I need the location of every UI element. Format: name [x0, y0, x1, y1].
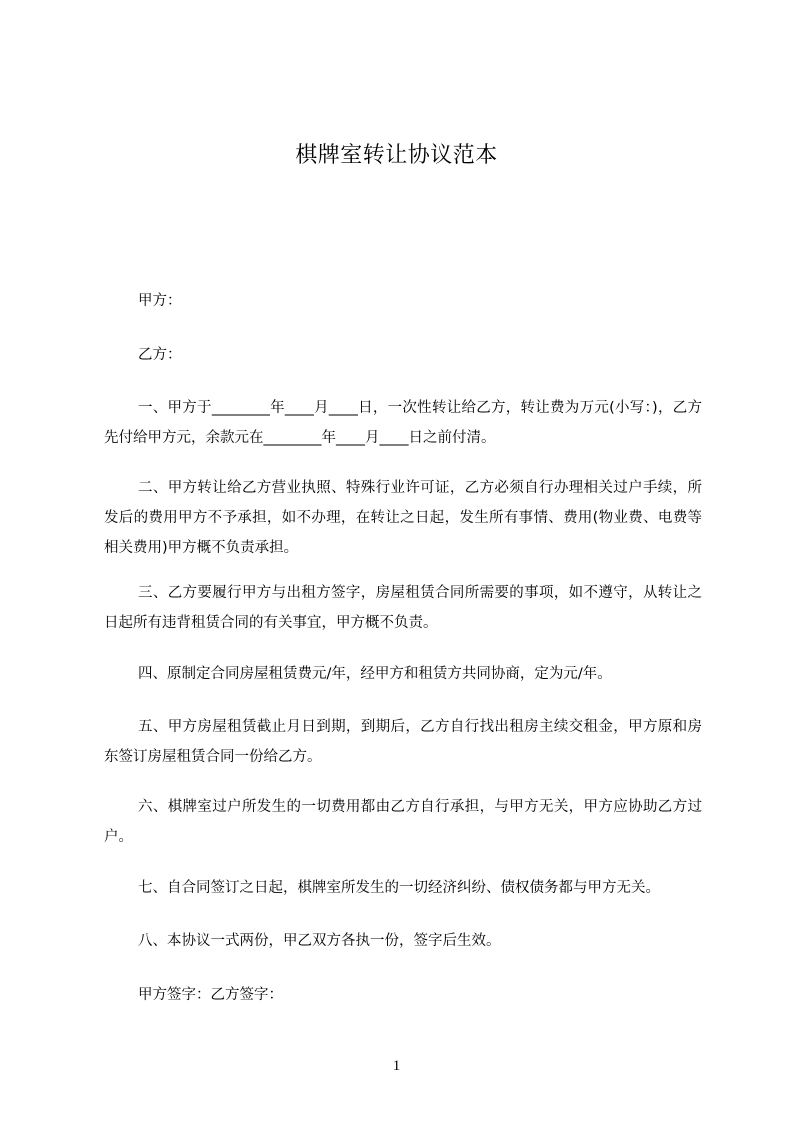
clause-2: 二、甲方转让给乙方营业执照、特殊行业许可证，乙方必须自行办理相关过户手续，所发后的费用甲方不予承担，如不办理，在转让之日起，发生所有事情、费用(物业费、电费等相关费用)甲方概不负责承担。: [104, 480, 702, 556]
document-title: 棋牌室转让协议范本: [295, 143, 498, 168]
clause-5: 五、甲方房屋租赁截止月日到期，到期后，乙方自行找出租房主续交租金，甲方原和房东签订房屋租赁合同一份给乙方。: [104, 719, 702, 765]
signature-line: 甲方签字：乙方签字：: [138, 987, 283, 1003]
page-number: 1: [392, 1058, 401, 1074]
party-a-label: 甲方：: [138, 293, 182, 309]
clause-8: 八、本协议一式两份，甲乙双方各执一份，签字后生效。: [138, 933, 501, 949]
clause-3: 三、乙方要履行甲方与出租方签字，房屋租赁合同所需要的事项，如不遵守，从转让之日起所有违背租赁合同的有关事宜，甲方概不负责。: [104, 585, 702, 631]
clause-7: 七、自合同签订之日起，棋牌室所发生的一切经济纠纷、债权债务都与甲方无关。: [138, 880, 660, 896]
clause-1: 一、甲方于________年____月____日，一次性转让给乙方，转让费为万元(小写：)，乙方先付给甲方元，余款元在________年____月____日之前付清。: [104, 400, 702, 446]
clause-4: 四、原制定合同房屋租赁费元/年，经甲方和租赁方共同协商，定为元/年。: [138, 666, 612, 682]
party-b-label: 乙方：: [138, 347, 182, 363]
clause-6: 六、棋牌室过户所发生的一切费用都由乙方自行承担，与甲方无关，甲方应协助乙方过户。: [104, 799, 702, 845]
